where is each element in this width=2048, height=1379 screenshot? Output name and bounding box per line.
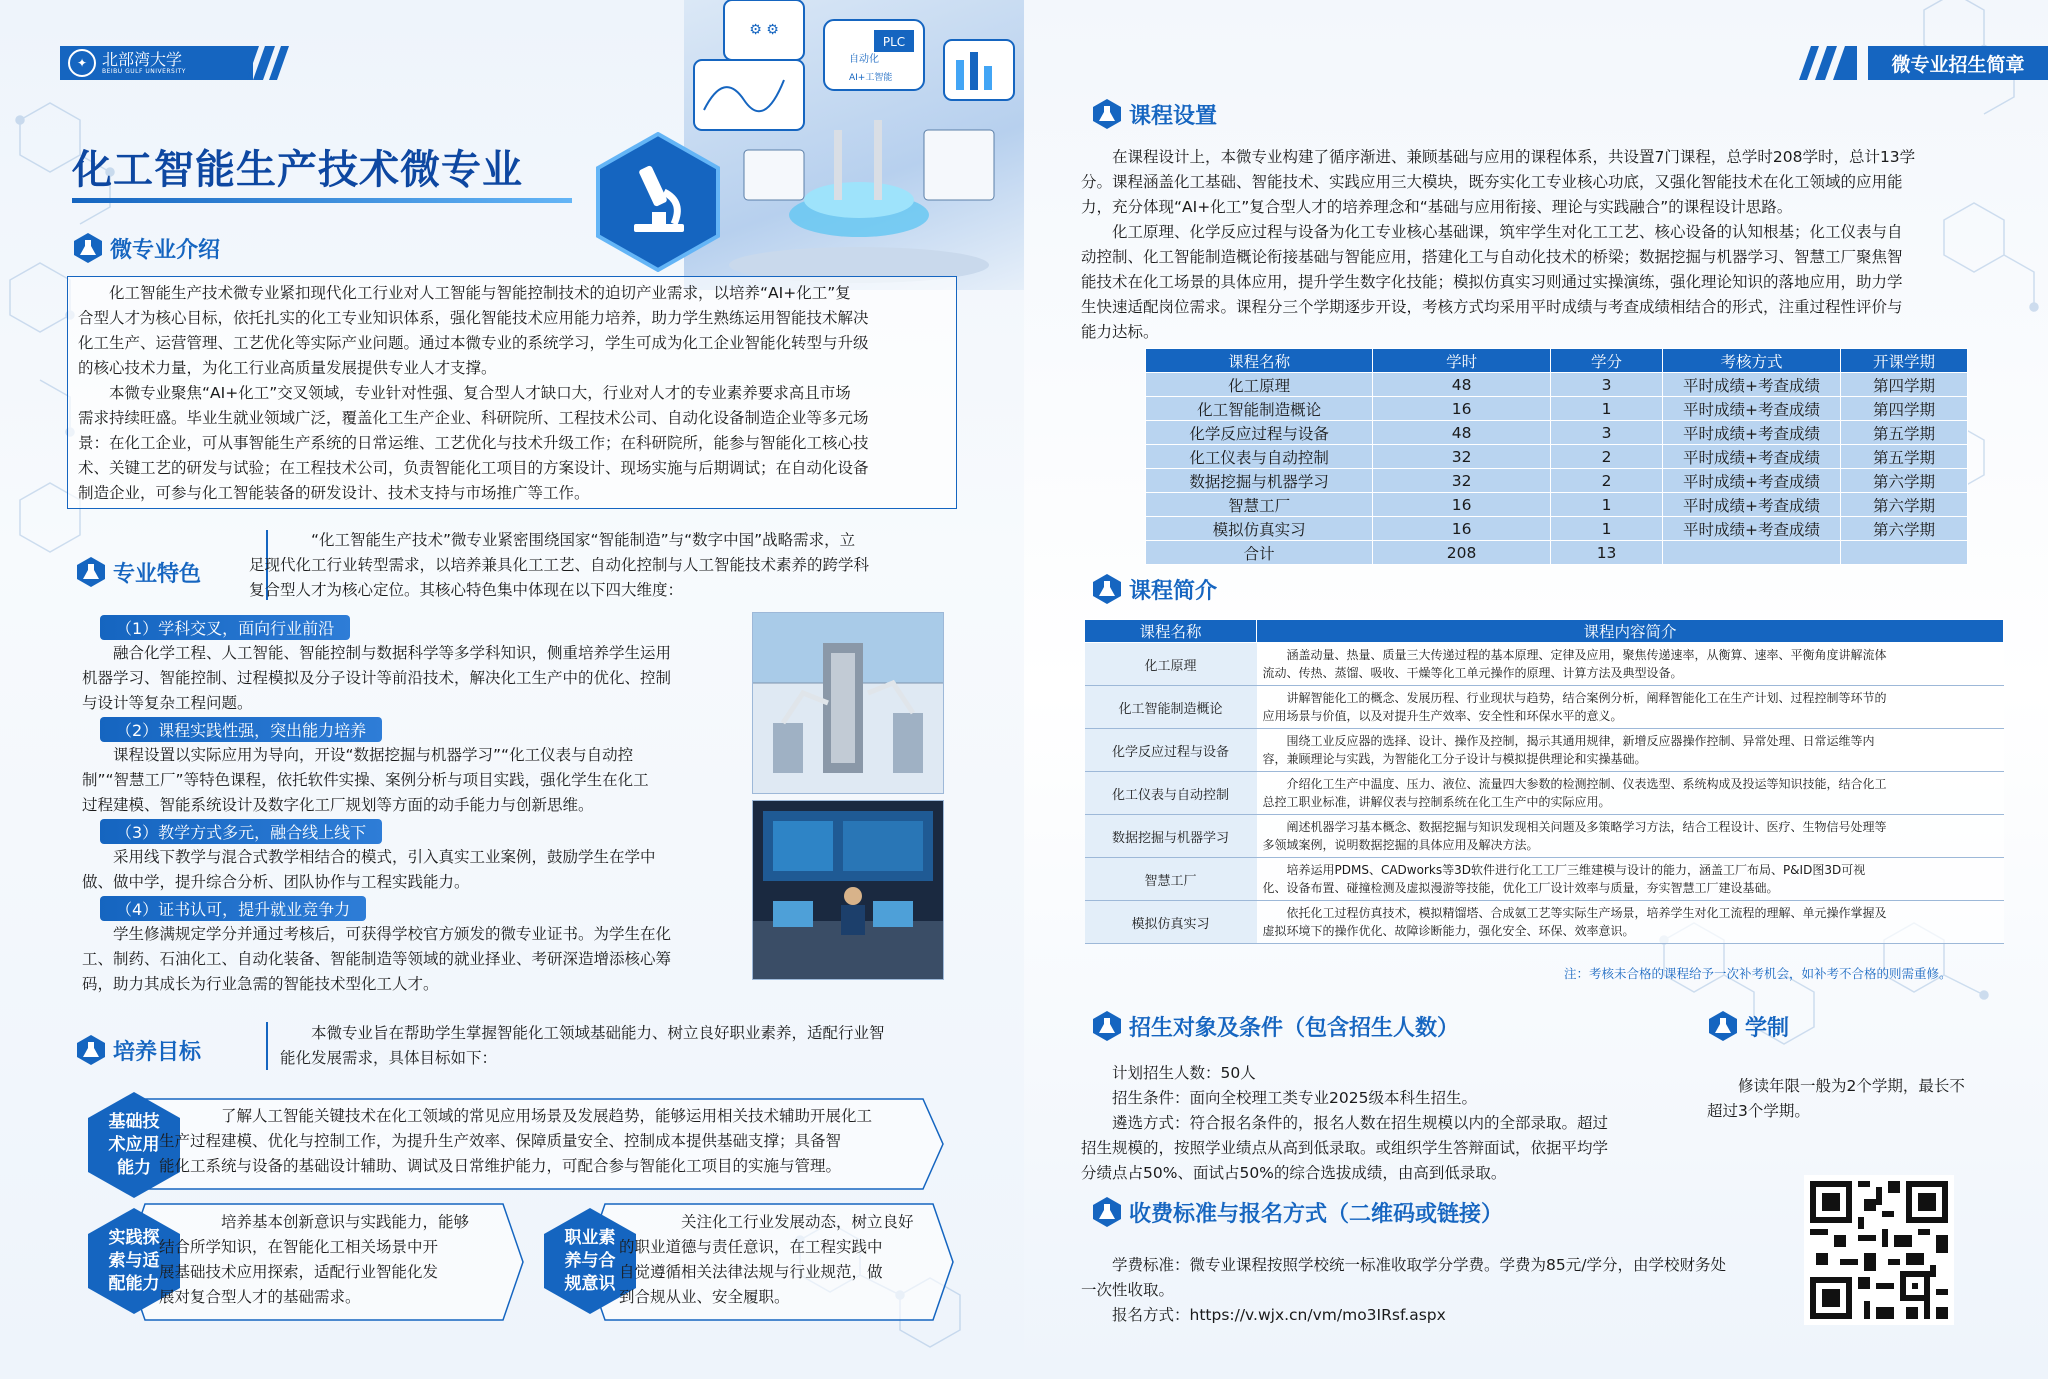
- table-cell: 48: [1373, 373, 1551, 397]
- brochure-label: 微专业招生简章: [1868, 46, 2048, 80]
- feature-text-3: 采用线下教学与混合式教学相结合的模式，引入真实工业案例，鼓励学生在学中 做、做中学，提升综合分析、团队协作与工程实践能力。: [82, 848, 656, 891]
- table-row: [1146, 469, 1968, 493]
- header-stripes: [245, 46, 305, 80]
- school-logo: [60, 46, 253, 80]
- section-title: 收费标准与报名方式（二维码或链接）: [1129, 1201, 1504, 1227]
- automation-label: 自动化: [849, 54, 879, 65]
- table-cell: 模拟仿真实习: [1146, 517, 1373, 541]
- microscope-hex-badge: [594, 132, 722, 272]
- curriculum-table: [1145, 348, 1968, 565]
- table-row: [1085, 815, 2004, 858]
- section-goals-heading: [75, 1034, 201, 1066]
- table-row: [1085, 901, 2004, 944]
- curriculum-paragraph-2: 化工原理、化学反应过程与设备为化工专业核心基础课，筑牢学生对化工工艺、核心设备的认知根基；化工仪表与自 动控制、化工智能制造概论衔接基础与智能应用，搭建化工与自动化技术的桥梁；数据挖掘与机器学习、智慧工厂聚焦智 能技术在化工场景的具体应用，提升学生数字化技能；模拟仿真实习则通过实操演练，强化理论知识的落地应用，助力学 生快速适配岗位需求。课程分三个学期逐步开设，考核方式均采用平时成绩与考查成绩相结合的形式，注重过程性评价与 能力达标。: [1081, 223, 1903, 341]
- table-cell: 平时成绩+考查成绩: [1663, 397, 1841, 421]
- table-cell: 智慧工厂: [1146, 493, 1373, 517]
- table-row: [1146, 421, 1968, 445]
- curriculum-paragraph-1: 在课程设计上，本微专业构建了循序渐进、兼顾基础与应用的课程体系，共设置7门课程，总学时208学时，总计13学 分。课程涵盖化工基础、智能技术、实践应用三大模块，既夯实化工专业核心功底，又强化智能技术在化工领域的应用能 力，充分体现“AI+化工”复合型人才的培养理念和“基础与应用衔接、理论与实践融合”的课程设计思路。: [1081, 148, 1916, 216]
- table-row: [1085, 772, 2004, 815]
- section-curriculum-heading: [1091, 98, 1217, 130]
- table-row: [1085, 858, 2004, 901]
- qr-code-icon[interactable]: [1804, 1175, 1954, 1325]
- table-row: [1085, 643, 2004, 686]
- page-title: 化工智能生产技术微专业: [72, 147, 523, 193]
- table-cell: 合计: [1146, 541, 1373, 565]
- table-cell: 16: [1373, 397, 1551, 421]
- th-hours: 学时: [1373, 349, 1551, 373]
- table-cell: 第六学期: [1840, 517, 1967, 541]
- feature-pill-4: （4）证书认可，提升就业竞争力: [100, 896, 366, 921]
- duration-text: 修读年限一般为2个学期，最长不 超过3个学期。: [1707, 1077, 1965, 1120]
- section-title: 专业特色: [113, 561, 202, 587]
- course-intro-table: [1084, 619, 2004, 944]
- section-features-heading: [75, 556, 201, 588]
- feature-text-2: 课程设置以实际应用为导向，开设“数据挖掘与机器学习”“化工仪表与自动控 制”“智慧工厂”等特色课程，依托软件实操、案例分析与项目实践，强化学生在化工 过程建模、智能系统设计及数字化工厂规划等方面的动手能力与创新思维。: [82, 746, 649, 814]
- enrollment-text: 计划招生人数：50人 招生条件：面向全校理工类专业2025级本科生招生。 遴选方式：符合报名条件的，报名人数在招生规模以内的全部录取。超过 招生规模的，按照学业绩点从高到低录取。或组织学生答辩面试，依据平均学 分绩点占50%、面试占50%的综合选拔成绩，由高到低录取。: [1081, 1064, 1609, 1182]
- table-cell: 32: [1373, 469, 1551, 493]
- table-cell: 32: [1373, 445, 1551, 469]
- course-desc-cell: 围绕工业反应器的选择、设计、操作及控制，揭示其通用规律，新增反应器操作控制、异常处理、日常运维等内 容，兼顾理论与实践，为智能化工分子设计与模拟提供理论和实操基础。: [1257, 729, 2004, 772]
- features-lead: “化工智能生产技术”微专业紧密围绕国家“智能制造”与“数字中国”战略需求，立 足现代化工行业转型需求，以培养兼具化工工艺、自动化控制与人工智能技术素养的跨学科 复合型人才为核心定位。其核心特色集中体现在以下四大维度：: [249, 531, 870, 599]
- table-cell: 16: [1373, 517, 1551, 541]
- school-name-en: BEIBU GULF UNIVERSITY: [102, 67, 186, 75]
- table-cell: 13: [1550, 541, 1662, 565]
- course-name-cell: 化学反应过程与设备: [1085, 729, 1257, 772]
- course-name-cell: 化工智能制造概论: [1085, 686, 1257, 729]
- ai-label: AI+工智能: [849, 73, 893, 83]
- table-row: [1146, 397, 1968, 421]
- control-room-photo: [752, 800, 944, 980]
- table-cell: 化工仪表与自动控制: [1146, 445, 1373, 469]
- section-title: 培养目标: [113, 1039, 202, 1065]
- title-underline: [72, 198, 572, 203]
- section-courses-heading: [1091, 573, 1217, 605]
- section-fees-heading: [1091, 1196, 1503, 1228]
- feature-pill-3: （3）教学方式多元，融合线上线下: [100, 819, 382, 844]
- flask-hex-icon: [1091, 98, 1123, 130]
- table-row: [1085, 686, 2004, 729]
- table-cell: 第四学期: [1840, 373, 1967, 397]
- table-row: [1146, 493, 1968, 517]
- hero-illustration: [684, 0, 1024, 290]
- th-term: 开课学期: [1840, 349, 1967, 373]
- table-cell: 48: [1373, 421, 1551, 445]
- course-name-cell: 模拟仿真实习: [1085, 901, 1257, 944]
- section-title: 课程设置: [1129, 103, 1218, 129]
- retake-note: 注：考核未合格的课程给予一次补考机会，如补考不合格的则需重修。: [1564, 966, 1952, 981]
- course-intro-body: [1085, 643, 2004, 944]
- table-cell: 平时成绩+考查成绩: [1663, 469, 1841, 493]
- flask-hex-icon: [1091, 573, 1123, 605]
- course-name-cell: 数据挖掘与机器学习: [1085, 815, 1257, 858]
- table-cell: 化工智能制造概论: [1146, 397, 1373, 421]
- fees-text: 学费标准：微专业课程按照学校统一标准收取学分学费。学费为85元/学分，由学校财务处 一次性收取。 报名方式：https://v.wjx.cn/vm/mo3IRsf.aspx: [1081, 1256, 1726, 1324]
- factory-photo: [752, 612, 944, 794]
- table-cell: 平时成绩+考查成绩: [1663, 517, 1841, 541]
- th-course-desc: 课程内容简介: [1257, 620, 2004, 643]
- table-cell: 16: [1373, 493, 1551, 517]
- table-cell: 第五学期: [1840, 421, 1967, 445]
- table-row: [1146, 541, 1968, 565]
- flask-hex-icon: [75, 556, 107, 588]
- header-stripes: [1797, 46, 1857, 80]
- course-desc-cell: 讲解智能化工的概念、发展历程、行业现状与趋势，结合案例分析，阐释智能化工在生产计划、过程控制等环节的 应用场景与价值，以及对提升生产效率、安全性和环保水平的意义。: [1257, 686, 2004, 729]
- divider: [266, 1022, 268, 1070]
- table-cell: 化工原理: [1146, 373, 1373, 397]
- table-cell: 平时成绩+考查成绩: [1663, 445, 1841, 469]
- th-course-name: 课程名称: [1085, 620, 1257, 643]
- flask-hex-icon: [75, 1034, 107, 1066]
- goal-text-ethics: 关注化工行业发展动态，树立良好 的职业道德与责任意识，在工程实践中 自觉遵循相关法律法规与行业规范，做 到合规从业、安全履职。: [619, 1213, 914, 1306]
- table-cell: 1: [1550, 397, 1662, 421]
- table-cell: 1: [1550, 517, 1662, 541]
- table-cell: 2: [1550, 445, 1662, 469]
- goals-lead: 本微专业旨在帮助学生掌握智能化工领域基础能力、树立良好职业素养，适配行业智 能化发展需求，具体目标如下：: [280, 1024, 885, 1067]
- section-intro-heading: [72, 232, 220, 264]
- feature-text-1: 融合化学工程、人工智能、智能控制与数据科学等多学科知识，侧重培养学生运用 机器学习、智能控制、过程模拟及分子设计等前沿技术，解决化工生产中的优化、控制 与设计等复杂工程问题。: [82, 644, 672, 712]
- course-desc-cell: 培养运用PDMS、CADworks等3D软件进行化工工厂三维建模与设计的能力，涵盖工厂布局、P&ID图3D可视 化、设备布置、碰撞检测及虚拟漫游等技能，优化工厂设计效率与质量，夯实智慧工厂建设基础。: [1257, 858, 2004, 901]
- automation-lab-illustration: [684, 0, 1024, 290]
- feature-text-4: 学生修满规定学分并通过考核后，可获得学校官方颁发的微专业证书。为学生在化 工、制药、石油化工、自动化装备、智能制造等领域的就业择业、考研深造增添核心筹 码，助力其成长为行业急需的智能技术型化工人才。: [82, 925, 672, 993]
- goal-text-practice: 培养基本创新意识与实践能力，能够 结合所学知识，在智能化工相关场景中开 展基础技术应用探索，适配行业智能化发 展对复合型人才的基础需求。: [159, 1213, 470, 1306]
- th-assessment: 考核方式: [1663, 349, 1841, 373]
- table-row: [1146, 517, 1968, 541]
- flask-hex-icon: [1707, 1010, 1739, 1042]
- table-cell: 3: [1550, 421, 1662, 445]
- school-seal-icon: ✦: [68, 49, 96, 77]
- table-cell: 平时成绩+考查成绩: [1663, 421, 1841, 445]
- table-cell: 平时成绩+考查成绩: [1663, 493, 1841, 517]
- course-desc-cell: 介绍化工生产中温度、压力、液位、流量四大参数的检测控制、仪表选型、系统构成及投运等知识技能，结合化工 总控工职业标准，讲解仪表与控制系统在化工生产中的实际应用。: [1257, 772, 2004, 815]
- intro-paragraph-1: 化工智能生产技术微专业紧扣现代化工行业对人工智能与智能控制技术的迫切产业需求，以培养“AI+化工”复 合型人才为核心目标，依托扎实的化工专业知识体系，强化智能技术应用能力培养，助力学生熟练运用智能技术解决 化工生产、运营管理、工艺优化等实际产业问题。通过本微专业的系统学习，学生可成为化工企业智能化转型与升级 的核心技术力量，为化工行业高质量发展提供专业人才支撑。: [78, 284, 869, 377]
- feature-pill-1: （1）学科交叉，面向行业前沿: [100, 615, 350, 640]
- signup-link[interactable]: 报名方式：https://v.wjx.cn/vm/mo3IRsf.aspx: [1112, 1306, 1446, 1324]
- section-title: 招生对象及条件（包含招生人数）: [1129, 1015, 1460, 1041]
- svg-text:⚙ ⚙: ⚙ ⚙: [749, 22, 779, 38]
- table-cell: 第四学期: [1840, 397, 1967, 421]
- table-row: [1085, 729, 2004, 772]
- th-course: 课程名称: [1146, 349, 1373, 373]
- table-cell: 1: [1550, 493, 1662, 517]
- course-desc-cell: 依托化工过程仿真技术，模拟精馏塔、合成氨工艺等实际生产场景，培养学生对化工流程的理解、单元操作掌握及 虚拟环境下的操作优化、故障诊断能力，强化安全、环保、效率意识。: [1257, 901, 2004, 944]
- table-row: [1146, 373, 1968, 397]
- goal-hex-ethics: 职业素 养与合 规意识: [564, 1227, 616, 1294]
- feature-pill-2: （2）课程实践性强，突出能力培养: [100, 717, 382, 742]
- table-cell: 第六学期: [1840, 493, 1967, 517]
- table-cell: 平时成绩+考查成绩: [1663, 373, 1841, 397]
- flask-hex-icon: [72, 232, 104, 264]
- table-cell: 第五学期: [1840, 445, 1967, 469]
- table-cell: [1840, 541, 1967, 565]
- goal-text-basic: 了解人工智能关键技术在化工领域的常见应用场景及发展趋势，能够运用相关技术辅助开展化工 生产过程建模、优化与控制工作，为提升生产效率、保障质量安全、控制成本提供基础支撑；具备智 能化工系统与设备的基础设计辅助、调试及日常维护能力，可配合参与智能化工项目的实施与管理。: [159, 1107, 873, 1175]
- table-cell: [1663, 541, 1841, 565]
- table-cell: 3: [1550, 373, 1662, 397]
- course-desc-cell: 涵盖动量、热量、质量三大传递过程的基本原理、定律及应用，聚焦传递速率，从衡算、速率、平衡角度讲解流体 流动、传热、蒸馏、吸收、干燥等化工单元操作的原理、计算方法及典型设备。: [1257, 643, 2004, 686]
- section-title: 学制: [1745, 1015, 1790, 1041]
- plc-label: PLC: [882, 35, 906, 49]
- goal-hex-basic: 基础技 术应用 能力: [108, 1111, 160, 1178]
- table-cell: 第六学期: [1840, 469, 1967, 493]
- section-title: 课程简介: [1129, 578, 1218, 604]
- flask-hex-icon: [1091, 1010, 1123, 1042]
- school-name: 北部湾大学: [102, 49, 183, 69]
- flask-hex-icon: [1091, 1196, 1123, 1228]
- table-cell: 2: [1550, 469, 1662, 493]
- table-cell: 208: [1373, 541, 1551, 565]
- right-page: [1024, 0, 2048, 1379]
- table-cell: 化学反应过程与设备: [1146, 421, 1373, 445]
- intro-box: [67, 276, 957, 509]
- table-cell: 数据挖掘与机器学习: [1146, 469, 1373, 493]
- th-credits: 学分: [1550, 349, 1662, 373]
- table-row: [1146, 445, 1968, 469]
- section-enrollment-heading: [1091, 1010, 1459, 1042]
- course-name-cell: 化工原理: [1085, 643, 1257, 686]
- section-duration-heading: [1707, 1010, 1789, 1042]
- intro-paragraph-2: 本微专业聚焦“AI+化工”交叉领域，专业针对性强、复合型人才缺口大，行业对人才的专业素养要求高且市场 需求持续旺盛。毕业生就业领域广泛，覆盖化工生产企业、科研院所、工程技术公司、自动化设备制造企业等多元场 景：在化工企业，可从事智能生产系统的日常运维、工艺优化与技术升级工作；在科研院所，能参与智能化工核心技 术、关键工艺的研发与试验；在工程技术公司，负责智能化工项目的方案设计、现场实施与后期调试；在自动化设备 制造企业，可参与化工智能装备的研发设计、技术支持与市场推广等工作。: [78, 384, 869, 502]
- goal-hex-practice: 实践探 索与适 配能力: [108, 1227, 160, 1294]
- course-name-cell: 智慧工厂: [1085, 858, 1257, 901]
- course-name-cell: 化工仪表与自动控制: [1085, 772, 1257, 815]
- course-desc-cell: 阐述机器学习基本概念、数据挖掘与知识发现相关问题及多策略学习方法，结合工程设计、医疗、生物信号处理等 多领域案例，说明数据挖掘的具体应用及解决方法。: [1257, 815, 2004, 858]
- curriculum-table-body: [1146, 373, 1968, 565]
- section-title: 微专业介绍: [110, 237, 221, 263]
